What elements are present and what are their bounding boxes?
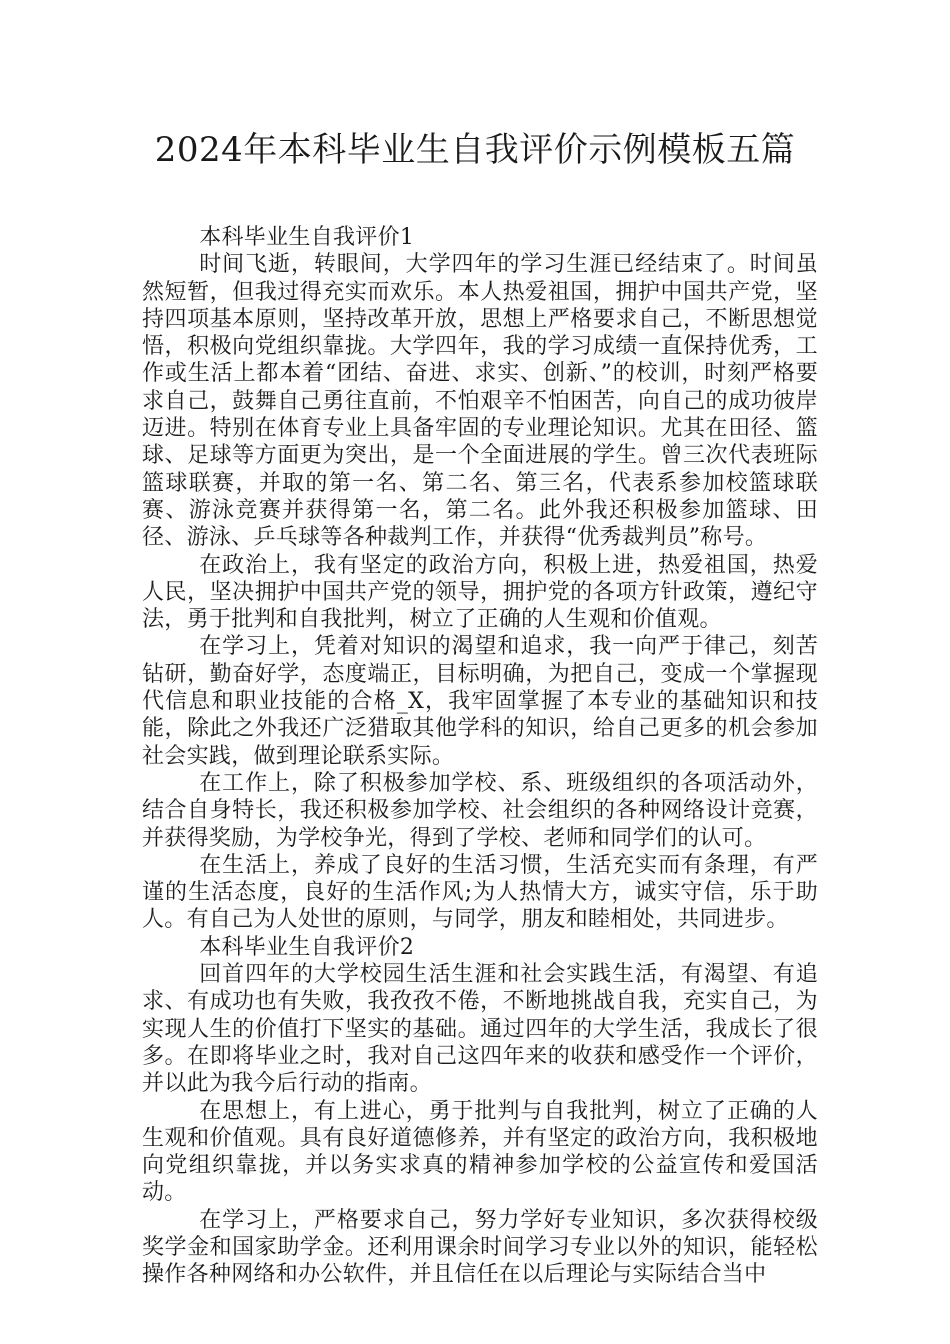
section-heading: 本科毕业生自我评价1 <box>199 225 415 250</box>
paragraph: 在生活上，养成了良好的生活习惯，生活充实而有条理，有严谨的生活态度，良好的生活作风;为人热情大方，诚实守信，乐于助人。有自己为人处世的原则，与同学，朋友和睦相处，共同进步。 <box>142 852 818 933</box>
paragraph: 回首四年的大学校园生活生涯和社会实践生活，有渴望、有追求、有成功也有失败，我孜孜不倦，不断地挑战自我，充实自己，为实现人生的价值打下坚实的基础。通过四年的大学生活，我成长了很多。在即将毕业之时，我对自己这四年来的收获和感受作一个评价，并以此为我今后行动的指南。 <box>142 962 818 1097</box>
paragraph: 在工作上，除了积极参加学校、系、班级组织的各项活动外，结合自身特长，我还积极参加学校、社会组织的各种网络设计竞赛，并获得奖励，为学校争光，得到了学校、老师和同学们的认可。 <box>142 770 818 851</box>
section-heading: 本科毕业生自我评价2 <box>199 934 415 960</box>
document-title: 2024年本科毕业生自我评价示例模板五篇 <box>154 130 796 170</box>
paragraph: 在思想上，有上进心，勇于批判与自我批判，树立了正确的人生观和价值观。具有良好道德修养，并有坚定的政治方向，我积极地向党组织靠拢，并以务实求真的精神参加学校的公益宣传和爱国活动。 <box>142 1098 818 1206</box>
paragraph: 在学习上，严格要求自己，努力学好专业知识，多次获得校级奖学金和国家助学金。还利用课余时间学习专业以外的知识，能轻松操作各种网络和办公软件，并且信任在以后理论与实际结合当中 <box>142 1207 818 1288</box>
paragraph: 在政治上，我有坚定的政治方向，积极上进，热爱祖国，热爱人民，坚决拥护中国共产党的领导，拥护党的各项方针政策，遵纪守法，勇于批判和自我批判，树立了正确的人生观和价值观。 <box>142 552 818 633</box>
paragraph: 在学习上，凭着对知识的渴望和追求，我一向严于律己，刻苦钻研，勤奋好学，态度端正，目标明确，为把自己，变成一个掌握现代信息和职业技能的合格_X，我牢固掌握了本专业的基础知识和技能，除此之外我还广泛猎取其他学科的知识，给自己更多的机会参加社会实践，做到理论联系实际。 <box>142 634 818 769</box>
paragraph: 时间飞逝，转眼间，大学四年的学习生涯已经结束了。时间虽然短暂，但我过得充实而欢乐。本人热爱祖国，拥护中国共产党，坚持四项基本原则，坚持改革开放，思想上严格要求自己，不断思想觉悟，积极向党组织靠拢。大学四年，我的学习成绩一直保持优秀，工作或生活上都本着“团结、奋进、求实、创新、”的校训，时刻严格要求自己，鼓舞自己勇往直前，不怕艰辛不怕困苦，向自己的成功彼岸迈进。特别在体育专业上具备牢固的专业理论知识。尤其在田径、篮球、足球等方面更为突出，是一个全面进展的学生。曾三次代表班际篮球联赛，并取的第一名、第二名、第三名，代表系参加校篮球联赛、游泳竞赛并获得第一名，第二名。此外我还积极参加篮球、田径、游泳、乒乓球等各种裁判工作，并获得“优秀裁判员”称号。 <box>142 252 818 551</box>
document-body <box>142 224 818 1289</box>
